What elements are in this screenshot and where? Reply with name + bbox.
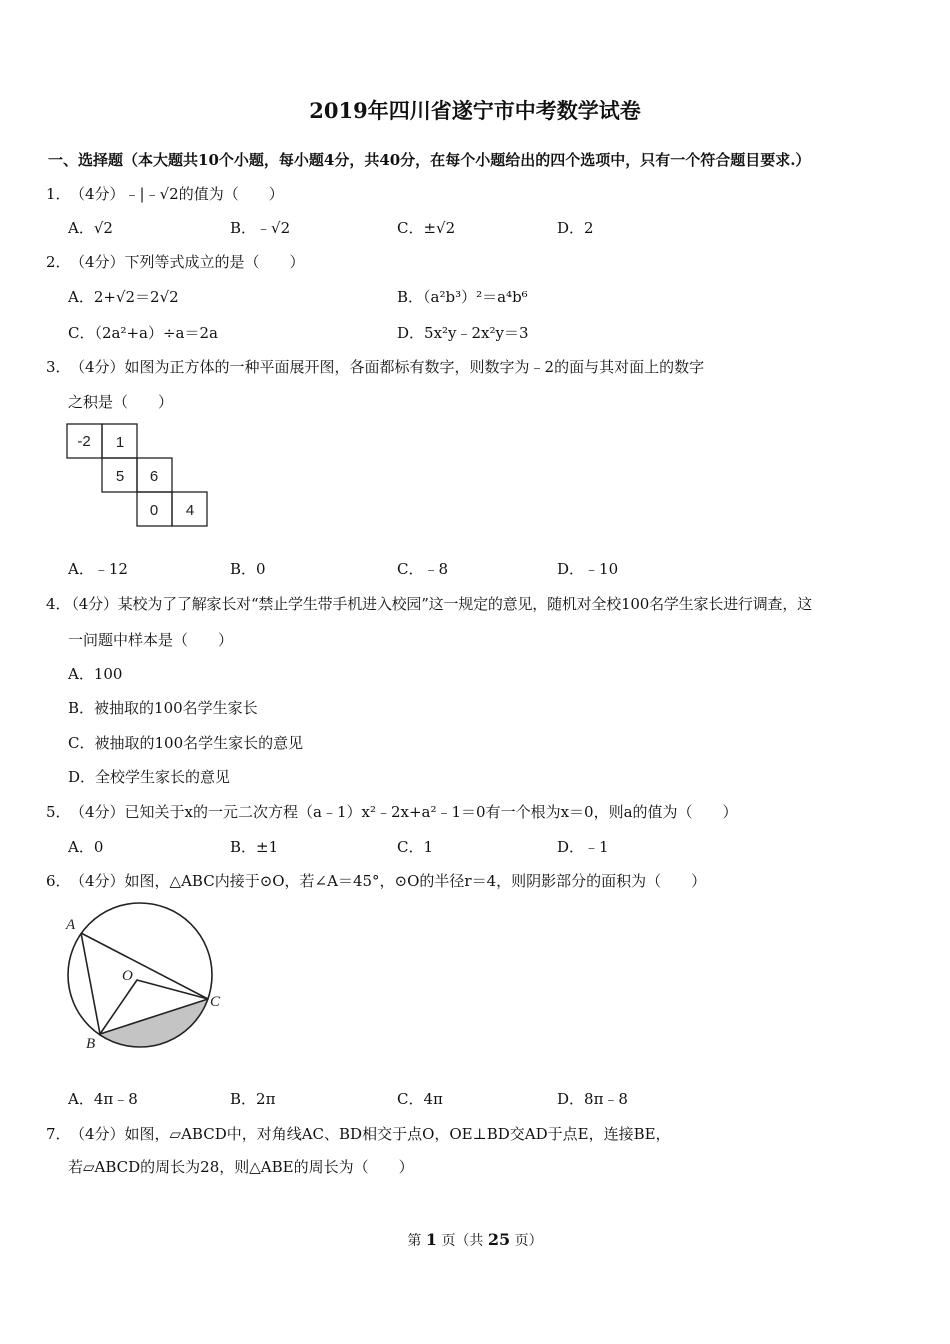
q7-stem: （4分）如图，▱ABCD中，对角线AC、BD相交于点O，OE⊥BD交AD于点E，连接BE， <box>70 1125 671 1143</box>
net-label-6: 4 <box>185 502 195 519</box>
q5-option-d: D．﹣1 <box>557 838 609 856</box>
q6-option-a: A．4π﹣8 <box>68 1090 138 1108</box>
q2-option-a: A．2+√2＝2√2 <box>68 288 179 306</box>
q7-number: 7． <box>46 1125 71 1143</box>
q2-number: 2． <box>46 253 71 271</box>
net-label-4: 6 <box>149 468 159 485</box>
label-a: A <box>66 917 76 933</box>
q6-option-b: B．2π <box>230 1090 276 1108</box>
q1-option-c: C．±√2 <box>397 219 456 237</box>
cube-net-figure <box>66 423 208 529</box>
footer-prefix: 第 <box>407 1233 422 1249</box>
q6-stem: （4分）如图，△ABC内接于⊙O，若∠A＝45°，⊙O的半径r＝4，则阴影部分的面积为（ ） <box>70 872 707 890</box>
q4-stem: （4分）某校为了了解家长对“禁止学生带手机进入校园”这一规定的意见，随机对全校100名学生家长进行调查，这 <box>64 595 812 613</box>
net-label-5: 0 <box>149 502 159 519</box>
footer-suffix: 页） <box>514 1233 543 1249</box>
shaded-segment <box>100 999 208 1046</box>
q4-option-d: D．全校学生家长的意见 <box>68 768 231 786</box>
footer-page-number: 1 <box>425 1230 437 1249</box>
q3-option-d: D．﹣10 <box>557 560 619 578</box>
label-b: B <box>86 1036 96 1052</box>
q6-number: 6． <box>46 872 71 890</box>
q2-option-b: B．（a²b³）²＝a⁴b⁶ <box>397 288 528 306</box>
q1-number: 1． <box>46 185 71 203</box>
label-o: O <box>122 968 133 984</box>
q1-option-b: B．﹣√2 <box>230 219 291 237</box>
q3-option-a: A．﹣12 <box>68 560 128 578</box>
q2-stem: （4分）下列等式成立的是（ ） <box>70 253 305 271</box>
q5-option-c: C．1 <box>397 838 434 856</box>
page-footer <box>0 1230 950 1251</box>
q5-option-b: B．±1 <box>230 838 279 856</box>
page-title: 2019年四川省遂宁市中考数学试卷 <box>309 98 641 123</box>
q6-option-c: C．4π <box>397 1090 443 1108</box>
q3-stem: （4分）如图为正方体的一种平面展开图，各面都标有数字，则数字为﹣2的面与其对面上的数字 <box>70 358 705 376</box>
section-heading: 一、选择题（本大题共10个小题，每小题4分，共40分，在每个小题给出的四个选项中，只有一个符合题目要求.） <box>48 151 811 169</box>
q1-option-d: D．2 <box>557 219 594 237</box>
q5-number: 5． <box>46 803 71 821</box>
q5-stem: （4分）已知关于x的一元二次方程（a﹣1）x²﹣2x+a²﹣1＝0有一个根为x＝0，则a的值为（ ） <box>70 803 738 821</box>
net-label-2: 1 <box>115 434 125 451</box>
q4-option-b: B．被抽取的100名学生家长 <box>68 699 258 717</box>
q2-option-c: C．（2a²+a）÷a＝2a <box>68 324 218 342</box>
q1-stem: （4分）﹣|﹣√2的值为（ ） <box>70 185 284 203</box>
q6-option-d: D．8π﹣8 <box>557 1090 628 1108</box>
q4-stem-cont: 一问题中样本是（ ） <box>68 631 234 649</box>
q4-number: 4． <box>46 595 71 613</box>
q5-option-a: A．0 <box>68 838 104 856</box>
q3-option-c: C．﹣8 <box>397 560 449 578</box>
net-label-1: -2 <box>77 433 91 450</box>
q7-stem-cont: 若▱ABCD的周长为28，则△ABE的周长为（ ） <box>68 1158 414 1176</box>
footer-mid: 页（共 <box>441 1233 484 1249</box>
q2-option-d: D．5x²y﹣2x²y＝3 <box>397 324 529 342</box>
q3-number: 3． <box>46 358 71 376</box>
net-label-3: 5 <box>115 468 125 485</box>
q4-option-c: C．被抽取的100名学生家长的意见 <box>68 734 304 752</box>
q3-stem-cont: 之积是（ ） <box>68 393 174 411</box>
footer-total-pages: 25 <box>487 1230 511 1249</box>
circle-triangle-figure <box>60 898 230 1058</box>
label-c: C <box>210 994 221 1010</box>
q3-option-b: B．0 <box>230 560 266 578</box>
q4-option-a: A．100 <box>68 665 123 683</box>
q1-option-a: A．√2 <box>68 219 113 237</box>
